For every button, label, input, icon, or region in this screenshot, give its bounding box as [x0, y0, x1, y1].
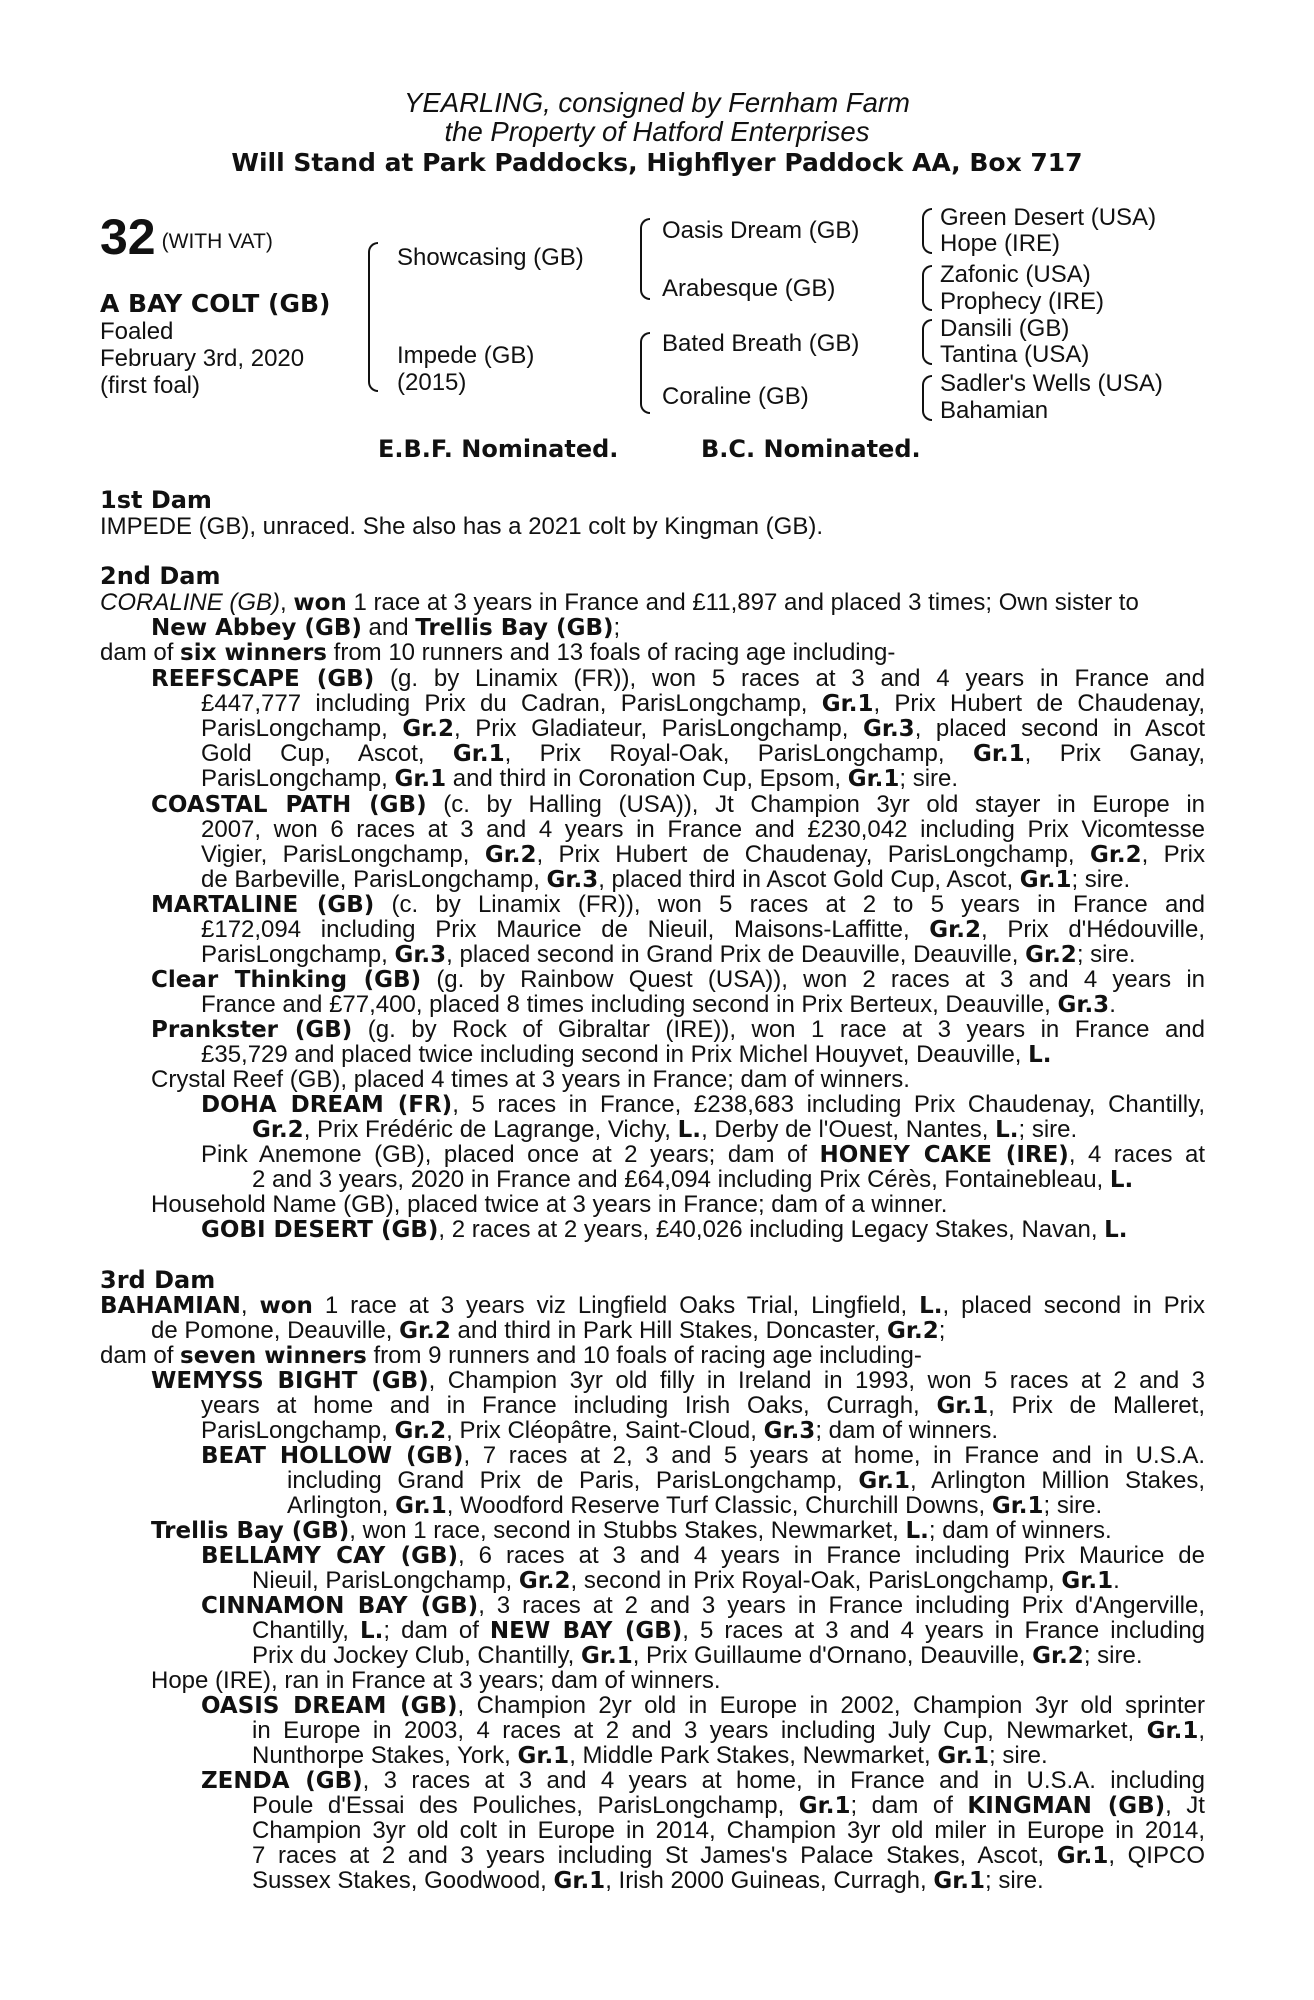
pedigree-sire-dam: Arabesque (GB) [662, 275, 836, 302]
sire-parents-bracket [640, 218, 650, 300]
pedigree-dam-year: (2015) [397, 369, 467, 396]
coastal-path-line-3: Vigier, ParisLongchamp, Gr.2, Prix Hubert de Chaudenay, ParisLongchamp, Gr.2, Prix [201, 841, 1206, 868]
oasis-dream-line-3: Nunthorpe Stakes, York, Gr.1, Middle Park Stakes, Newmarket, Gr.1; sire. [252, 1742, 1048, 1769]
third-dam-heading: 3rd Dam [100, 1266, 216, 1294]
gobi-desert-line: GOBI DESERT (GB), 2 races at 2 years, £40,026 including Legacy Stakes, Navan, L. [201, 1216, 1128, 1243]
reefscape-line-2: £447,777 including Prix du Cadran, ParisLongchamp, Gr.1, Prix Hubert de Chaudenay, [201, 690, 1205, 717]
property-line: the Property of Hatford Enterprises [444, 116, 870, 147]
pedigree-sire: Showcasing (GB) [397, 244, 584, 271]
prankster-line-1: Prankster (GB) (g. by Rock of Gibraltar (IRE)), won 1 race at 3 years in France and [151, 1016, 1205, 1043]
pink-anemone-line-2: 2 and 3 years, 2020 in France and £64,094 including Prix Cérès, Fontainebleau, L. [252, 1166, 1134, 1193]
second-dam-line-3: dam of six winners from 10 runners and 13 foals of racing age including- [100, 639, 896, 666]
sd-bracket [922, 265, 932, 311]
pedigree-ss-sire: Green Desert (USA) [940, 204, 1157, 231]
household-name-line: Household Name (GB), placed twice at 3 years in France; dam of a winner. [151, 1191, 948, 1218]
third-dam-line-1: BAHAMIAN, won 1 race at 3 years viz Lingfield Oaks Trial, Lingfield, L., placed second in Prix [100, 1292, 1205, 1319]
cinnamon-bay-line-1: CINNAMON BAY (GB), 3 races at 2 and 3 years in France including Prix d'Angerville, [201, 1592, 1206, 1619]
bc-nominated: B.C. Nominated. [701, 435, 921, 463]
pedigree-dd-dam: Bahamian [940, 397, 1049, 424]
sire-dam-bracket [368, 242, 378, 392]
wemyss-bight-line-1: WEMYSS BIGHT (GB), Champion 3yr old filly in Ireland in 1993, won 5 races at 2 and 3 [151, 1367, 1205, 1394]
first-dam-text: IMPEDE (GB), unraced. She also has a 2021 colt by Kingman (GB). [100, 513, 823, 540]
cinnamon-bay-line-3: Prix du Jockey Club, Chantilly, Gr.1, Prix Guillaume d'Ornano, Deauville, Gr.2; sire. [252, 1642, 1143, 1669]
reefscape-line-1: REEFSCAPE (GB) (g. by Linamix (FR)), won 5 races at 3 and 4 years in France and [151, 665, 1205, 692]
martaline-line-2: £172,094 including Prix Maurice de Nieuil, Maisons-Laffitte, Gr.2, Prix d'Hédouville, [201, 916, 1206, 943]
foal-note: (first foal) [100, 372, 201, 399]
lot-number-block [100, 208, 273, 266]
reefscape-line-3: ParisLongchamp, Gr.2, Prix Gladiateur, ParisLongchamp, Gr.3, placed second in Ascot [201, 715, 1205, 742]
horse-name: A BAY COLT (GB) [100, 289, 331, 318]
pedigree-ds-dam: Tantina (USA) [940, 341, 1090, 368]
ss-bracket [922, 208, 932, 254]
coastal-path-line-1: COASTAL PATH (GB) (c. by Halling (USA)), Jt Champion 3yr old stayer in Europe in [151, 791, 1206, 818]
foaled-date: February 3rd, 2020 [100, 345, 305, 372]
pedigree-dam-sire: Bated Breath (GB) [662, 330, 860, 357]
pedigree-ds-sire: Dansili (GB) [940, 315, 1070, 342]
clear-thinking-line-1: Clear Thinking (GB) (g. by Rainbow Quest (USA)), won 2 races at 3 and 4 years in [151, 966, 1205, 993]
zenda-line-2: Poule d'Essai des Pouliches, ParisLongchamp, Gr.1; dam of KINGMAN (GB), Jt [252, 1792, 1205, 1819]
beat-hollow-line-2: including Grand Prix de Paris, ParisLongchamp, Gr.1, Arlington Million Stakes, [287, 1467, 1206, 1494]
reefscape-line-4: Gold Cup, Ascot, Gr.1, Prix Royal-Oak, ParisLongchamp, Gr.1, Prix Ganay, [201, 740, 1206, 767]
crystal-reef-line: Crystal Reef (GB), placed 4 times at 3 years in France; dam of winners. [151, 1066, 910, 1093]
pedigree-sd-dam: Prophecy (IRE) [940, 288, 1105, 315]
lot-number: 32 [100, 209, 156, 265]
dd-bracket [922, 375, 932, 421]
second-dam-heading: 2nd Dam [100, 562, 221, 590]
cinnamon-bay-line-2: Chantilly, L.; dam of NEW BAY (GB), 5 races at 3 and 4 years in France including [252, 1617, 1206, 1644]
pink-anemone-line-1: Pink Anemone (GB), placed once at 2 years; dam of HONEY CAKE (IRE), 4 races at [201, 1141, 1205, 1168]
martaline-line-1: MARTALINE (GB) (c. by Linamix (FR)), won 5 races at 2 to 5 years in France and [151, 891, 1205, 918]
trellis-bay-line: Trellis Bay (GB), won 1 race, second in Stubbs Stakes, Newmarket, L.; dam of winners. [151, 1517, 1112, 1544]
pedigree-ss-dam: Hope (IRE) [940, 230, 1061, 257]
coastal-path-line-4: de Barbeville, ParisLongchamp, Gr.3, placed third in Ascot Gold Cup, Ascot, Gr.1; sire. [201, 866, 1131, 893]
reefscape-line-5: ParisLongchamp, Gr.1 and third in Coronation Cup, Epsom, Gr.1; sire. [201, 765, 959, 792]
prankster-line-2: £35,729 and placed twice including second in Prix Michel Houyvet, Deauville, L. [201, 1041, 1052, 1068]
third-dam-line-3: dam of seven winners from 9 runners and 10 foals of racing age including- [100, 1342, 922, 1369]
wemyss-bight-line-3: ParisLongchamp, Gr.2, Prix Cléopâtre, Saint-Cloud, Gr.3; dam of winners. [201, 1417, 999, 1444]
vat-note: (WITH VAT) [161, 230, 273, 253]
martaline-line-3: ParisLongchamp, Gr.3, placed second in Grand Prix de Deauville, Deauville, Gr.2; sire. [201, 941, 1136, 968]
consignment-line: YEARLING, consigned by Fernham Farm [404, 87, 910, 118]
pedigree-dd-sire: Sadler's Wells (USA) [940, 370, 1163, 397]
ebf-nominated: E.B.F. Nominated. [378, 435, 619, 463]
zenda-line-5: Sussex Stakes, Goodwood, Gr.1, Irish 2000 Guineas, Curragh, Gr.1; sire. [252, 1867, 1044, 1894]
hope-line: Hope (IRE), ran in France at 3 years; dam of winners. [151, 1667, 721, 1694]
oasis-dream-line-2: in Europe in 2003, 4 races at 2 and 3 years including July Cup, Newmarket, Gr.1, [252, 1717, 1205, 1744]
second-dam-line-2: New Abbey (GB) and Trellis Bay (GB); [151, 614, 621, 641]
clear-thinking-line-2: France and £77,400, placed 8 times including second in Prix Berteux, Deauville, Gr.3. [201, 991, 1116, 1018]
bellamy-cay-line-1: BELLAMY CAY (GB), 6 races at 3 and 4 years in France including Prix Maurice de [201, 1542, 1206, 1569]
first-dam-heading: 1st Dam [100, 486, 212, 514]
doha-dream-line-1: DOHA DREAM (FR), 5 races in France, £238,683 including Prix Chaudenay, Chantilly, [201, 1091, 1205, 1118]
stand-line: Will Stand at Park Paddocks, Highflyer Paddock AA, Box 717 [231, 148, 1083, 177]
beat-hollow-line-3: Arlington, Gr.1, Woodford Reserve Turf Classic, Churchill Downs, Gr.1; sire. [287, 1492, 1103, 1519]
wemyss-bight-line-2: years at home and in France including Irish Oaks, Curragh, Gr.1, Prix de Malleret, [201, 1392, 1205, 1419]
second-dam-line-1: CORALINE (GB), won 1 race at 3 years in France and £11,897 and placed 3 times; Own sister to [100, 589, 1139, 616]
pedigree-sire-sire: Oasis Dream (GB) [662, 217, 860, 244]
coastal-path-line-2: 2007, won 6 races at 3 and 4 years in France and £230,042 including Prix Vicomtesse [201, 816, 1205, 843]
ds-bracket [922, 319, 932, 365]
bellamy-cay-line-2: Nieuil, ParisLongchamp, Gr.2, second in Prix Royal-Oak, ParisLongchamp, Gr.1. [252, 1567, 1120, 1594]
third-dam-line-2: de Pomone, Deauville, Gr.2 and third in Park Hill Stakes, Doncaster, Gr.2; [151, 1317, 946, 1344]
beat-hollow-line-1: BEAT HOLLOW (GB), 7 races at 2, 3 and 5 years at home, in France and in U.S.A. [201, 1442, 1205, 1469]
pedigree-dam: Impede (GB) [397, 342, 535, 369]
dam-parents-bracket [640, 332, 650, 414]
zenda-line-1: ZENDA (GB), 3 races at 3 and 4 years at home, in France and in U.S.A. including [201, 1767, 1205, 1794]
foaled-label: Foaled [100, 318, 174, 345]
pedigree-sd-sire: Zafonic (USA) [940, 261, 1091, 288]
oasis-dream-line-1: OASIS DREAM (GB), Champion 2yr old in Europe in 2002, Champion 3yr old sprinter [201, 1692, 1205, 1719]
pedigree-dam-dam: Coraline (GB) [662, 383, 809, 410]
doha-dream-line-2: Gr.2, Prix Frédéric de Lagrange, Vichy, L., Derby de l'Ouest, Nantes, L.; sire. [252, 1116, 1078, 1143]
zenda-line-4: 7 races at 2 and 3 years including St James's Palace Stakes, Ascot, Gr.1, QIPCO [252, 1842, 1205, 1869]
zenda-line-3: Champion 3yr old colt in Europe in 2014, Champion 3yr old miler in Europe in 2014, [252, 1817, 1205, 1844]
